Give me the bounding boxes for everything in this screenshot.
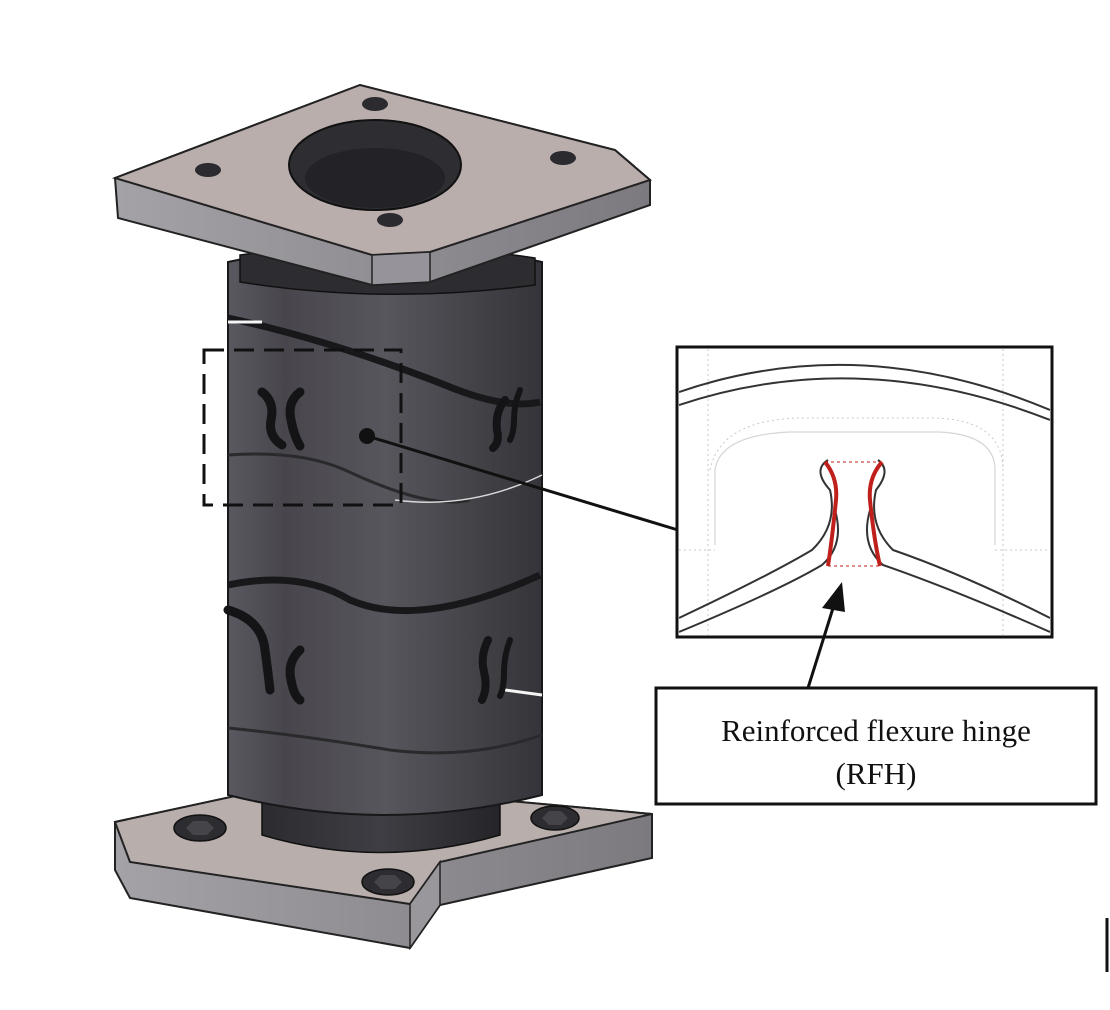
callout-label-line2: (RFH): [835, 756, 917, 791]
hex-bolt-left: [174, 815, 226, 841]
center-bore: [289, 120, 461, 210]
callout-label-box: [656, 688, 1096, 804]
hinge-detail-inset: [677, 347, 1052, 637]
hex-bolt-right: [531, 806, 579, 830]
bolt-hole-right: [550, 151, 576, 165]
bolt-hole-left: [195, 163, 221, 177]
bolt-hole-back: [362, 97, 388, 111]
bolt-hole-front: [377, 213, 403, 227]
top-mounting-plate: [115, 85, 650, 285]
hex-bolt-front: [362, 869, 414, 895]
actuator-assembly: [115, 85, 652, 948]
flexure-cylinder: [228, 245, 542, 815]
callout-label-line1: Reinforced flexure hinge: [721, 713, 1031, 748]
